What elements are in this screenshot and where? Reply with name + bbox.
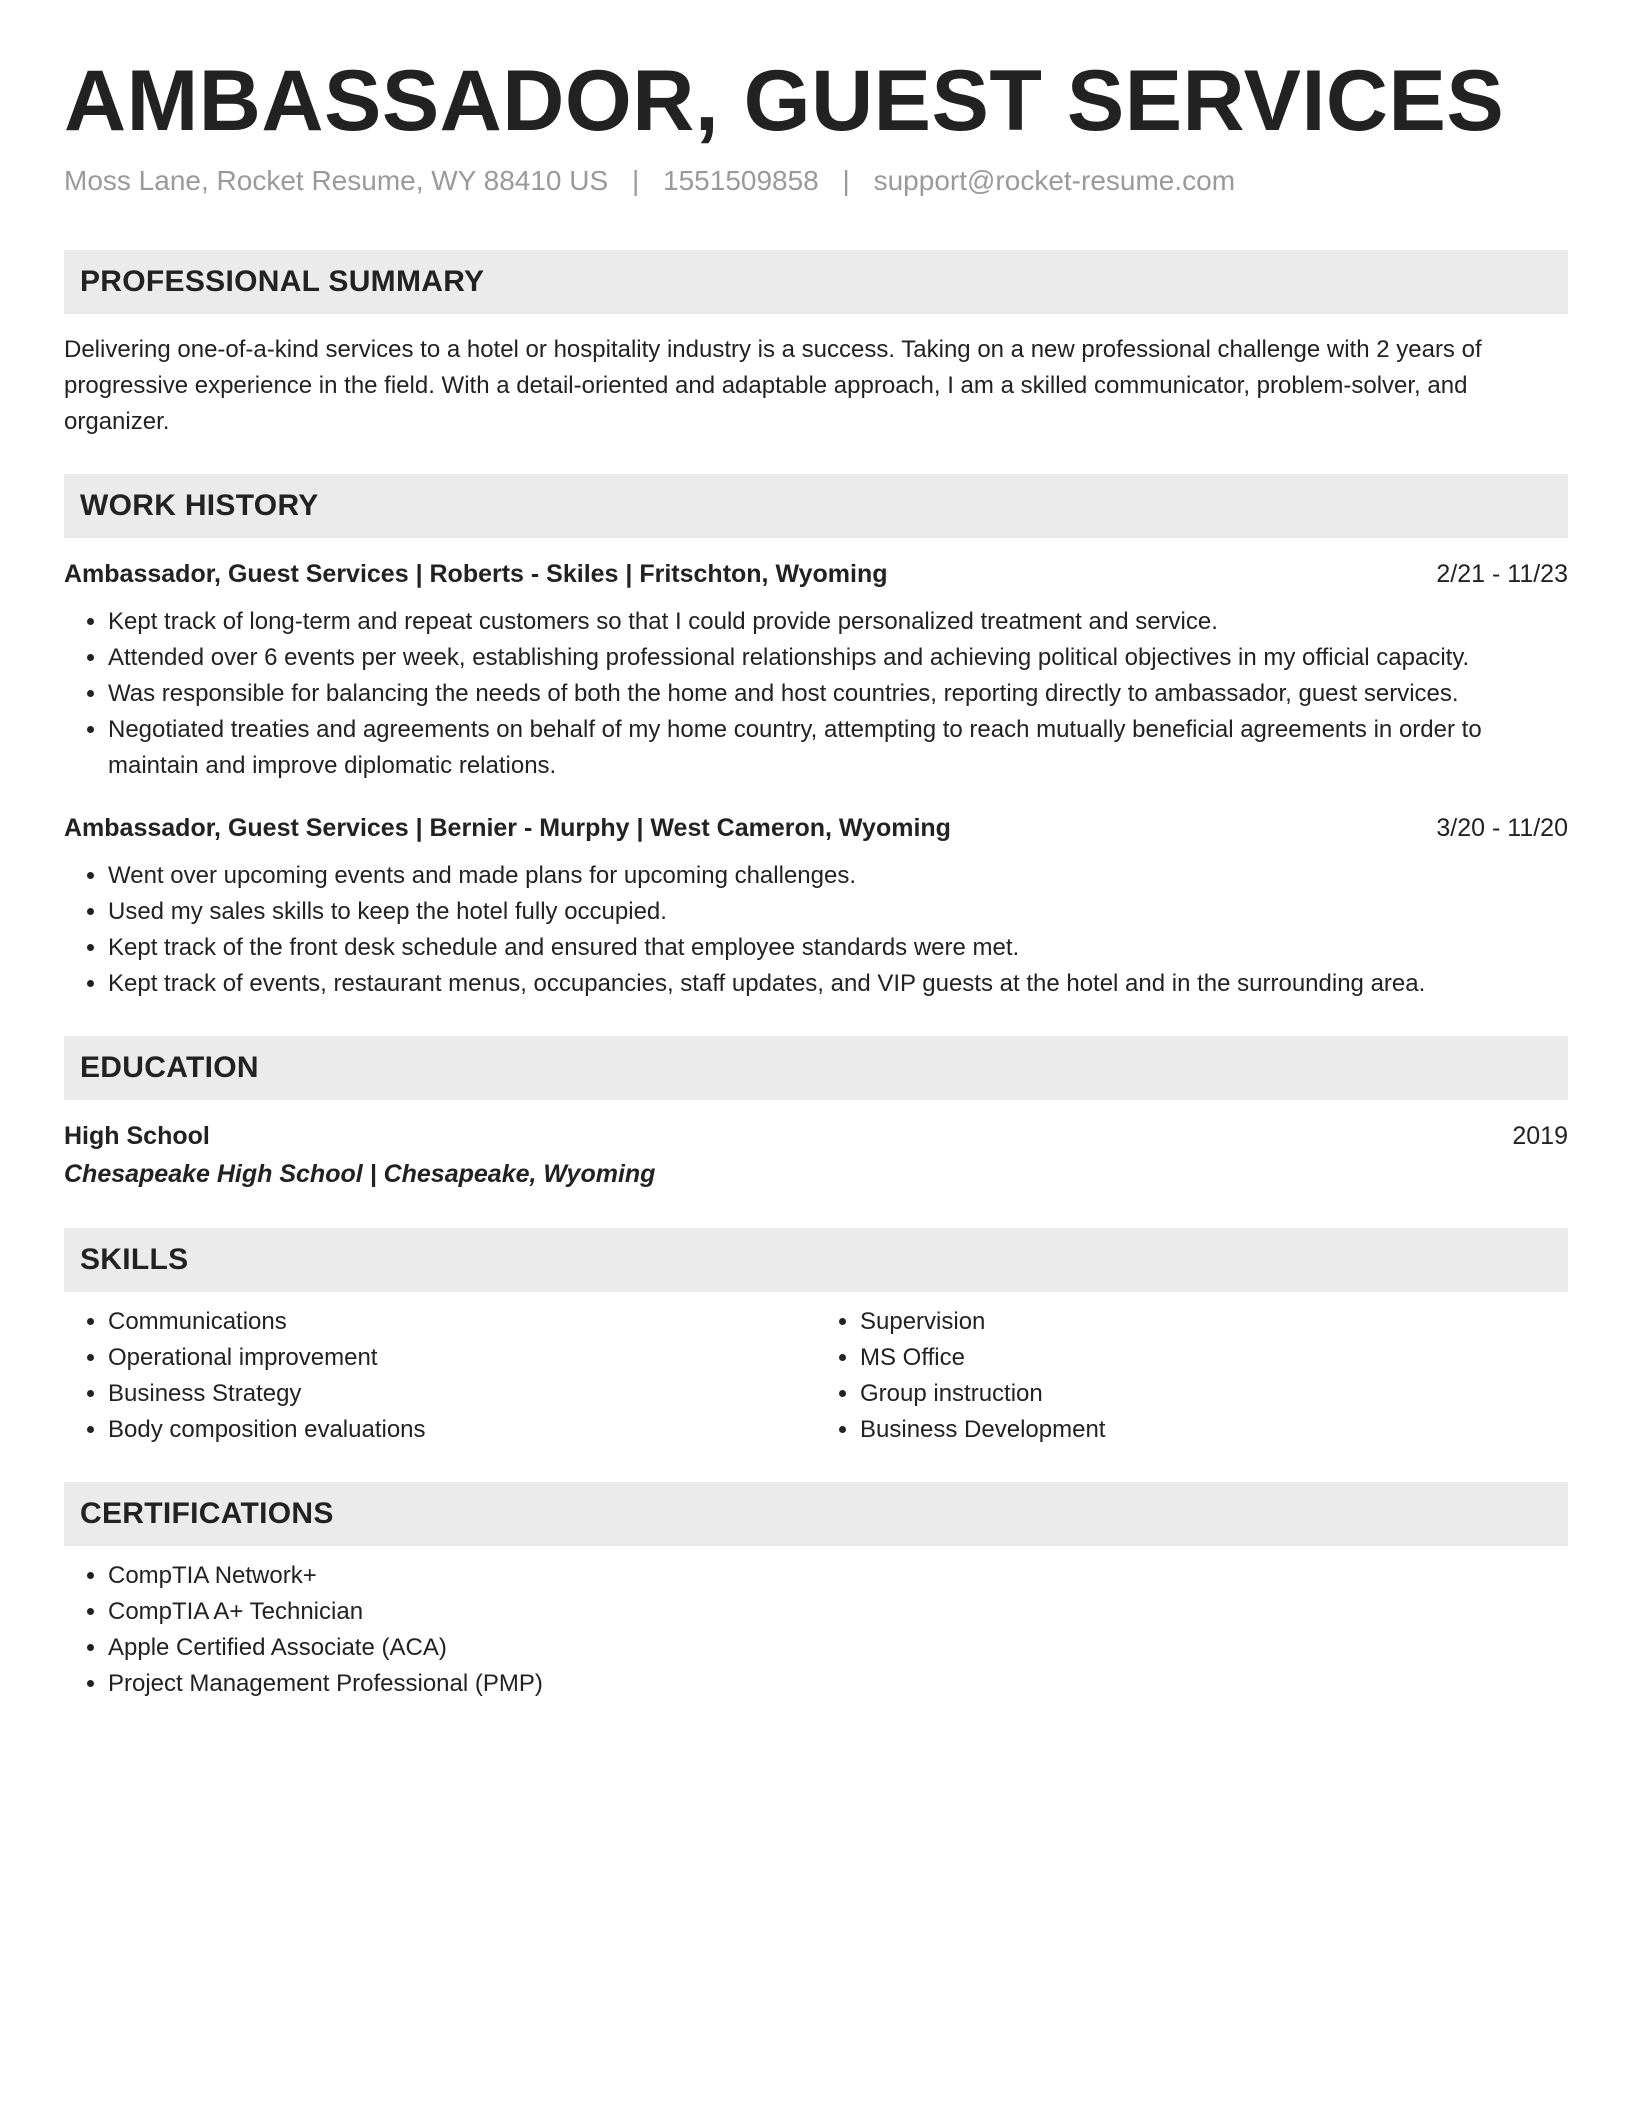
job-bullet: • Kept track of events, restaurant menus, occupancies, staff updates, and VIP guests at the hotel and in the surrounding area.	[108, 966, 1568, 1002]
section-heading-summary: PROFESSIONAL SUMMARY	[64, 250, 1568, 314]
skill-item: • Supervision	[860, 1304, 1568, 1340]
contact-separator: |	[842, 165, 850, 197]
job-bullet: • Kept track of the front desk schedule and ensured that employee standards were met.	[108, 930, 1568, 966]
skill-item: • Business Development	[860, 1412, 1568, 1448]
contact-email: support@rocket-resume.com	[873, 165, 1236, 197]
job-bullet: • Negotiated treaties and agreements on behalf of my home country, attempting to reach mutually beneficial agreements in order to maintain and improve diplomatic relations.	[108, 712, 1568, 784]
section-heading-work-history: WORK HISTORY	[64, 474, 1568, 538]
job-title: Ambassador, Guest Services | Bernier - Murphy | West Cameron, Wyoming	[64, 813, 951, 842]
skill-item: • Communications	[108, 1304, 816, 1340]
contact-phone: 1551509858	[663, 165, 819, 197]
job-bullet: • Went over upcoming events and made plans for upcoming challenges.	[108, 858, 1568, 894]
skill-item: • Body composition evaluations	[108, 1412, 816, 1448]
job-title: Ambassador, Guest Services | Roberts - Skiles | Fritschton, Wyoming	[64, 559, 888, 588]
education-school: Chesapeake High School | Chesapeake, Wyoming	[64, 1159, 656, 1188]
skill-item: • Group instruction	[860, 1376, 1568, 1412]
certification-item: • Project Management Professional (PMP)	[108, 1666, 1568, 1702]
job-dates: 2/21 - 11/23	[1436, 559, 1568, 588]
skill-item: • Operational improvement	[108, 1340, 816, 1376]
contact-address: Moss Lane, Rocket Resume, WY 88410 US	[64, 165, 609, 197]
job-header	[64, 556, 1568, 592]
skills-column-right	[816, 1304, 1568, 1448]
certification-item: • CompTIA A+ Technician	[108, 1594, 1568, 1630]
job-bullets	[64, 604, 1568, 784]
summary-text: Delivering one-of-a-kind services to a hotel or hospitality industry is a success. Taking on a new professional challenge with 2 years of progressive experience in the field. With a detail-oriented and adaptable approach, I am a skilled communicator, problem-solver, and organizer.	[64, 335, 1482, 435]
skill-item: • MS Office	[860, 1340, 1568, 1376]
education-degree: High School	[64, 1121, 210, 1150]
job-entry	[64, 810, 1568, 1002]
job-bullet: • Was responsible for balancing the needs of both the home and host countries, reporting directly to ambassador, guest services.	[108, 676, 1568, 712]
job-entry	[64, 556, 1568, 784]
job-header	[64, 810, 1568, 846]
certification-item: • CompTIA Network+	[108, 1558, 1568, 1594]
job-bullet: • Used my sales skills to keep the hotel fully occupied.	[108, 894, 1568, 930]
job-bullets	[64, 858, 1568, 1002]
job-bullet: • Attended over 6 events per week, establishing professional relationships and achieving political objectives in my official capacity.	[108, 640, 1568, 676]
education-year: 2019	[1512, 1121, 1568, 1150]
education-header	[64, 1118, 1568, 1154]
candidate-name: AMBASSADOR, GUEST SERVICES	[64, 53, 1505, 149]
skills-column-left	[64, 1304, 816, 1448]
section-heading-skills: SKILLS	[64, 1228, 1568, 1292]
certifications-list	[64, 1558, 1568, 1702]
certification-item: • Apple Certified Associate (ACA)	[108, 1630, 1568, 1666]
contact-line	[64, 164, 1568, 198]
job-dates: 3/20 - 11/20	[1436, 813, 1568, 842]
section-heading-education: EDUCATION	[64, 1036, 1568, 1100]
skill-item: • Business Strategy	[108, 1376, 816, 1412]
skills-grid	[64, 1304, 1568, 1448]
contact-separator: |	[631, 165, 640, 197]
job-bullet: • Kept track of long-term and repeat customers so that I could provide personalized treatment and service.	[108, 604, 1568, 640]
section-heading-certifications: CERTIFICATIONS	[64, 1482, 1568, 1546]
